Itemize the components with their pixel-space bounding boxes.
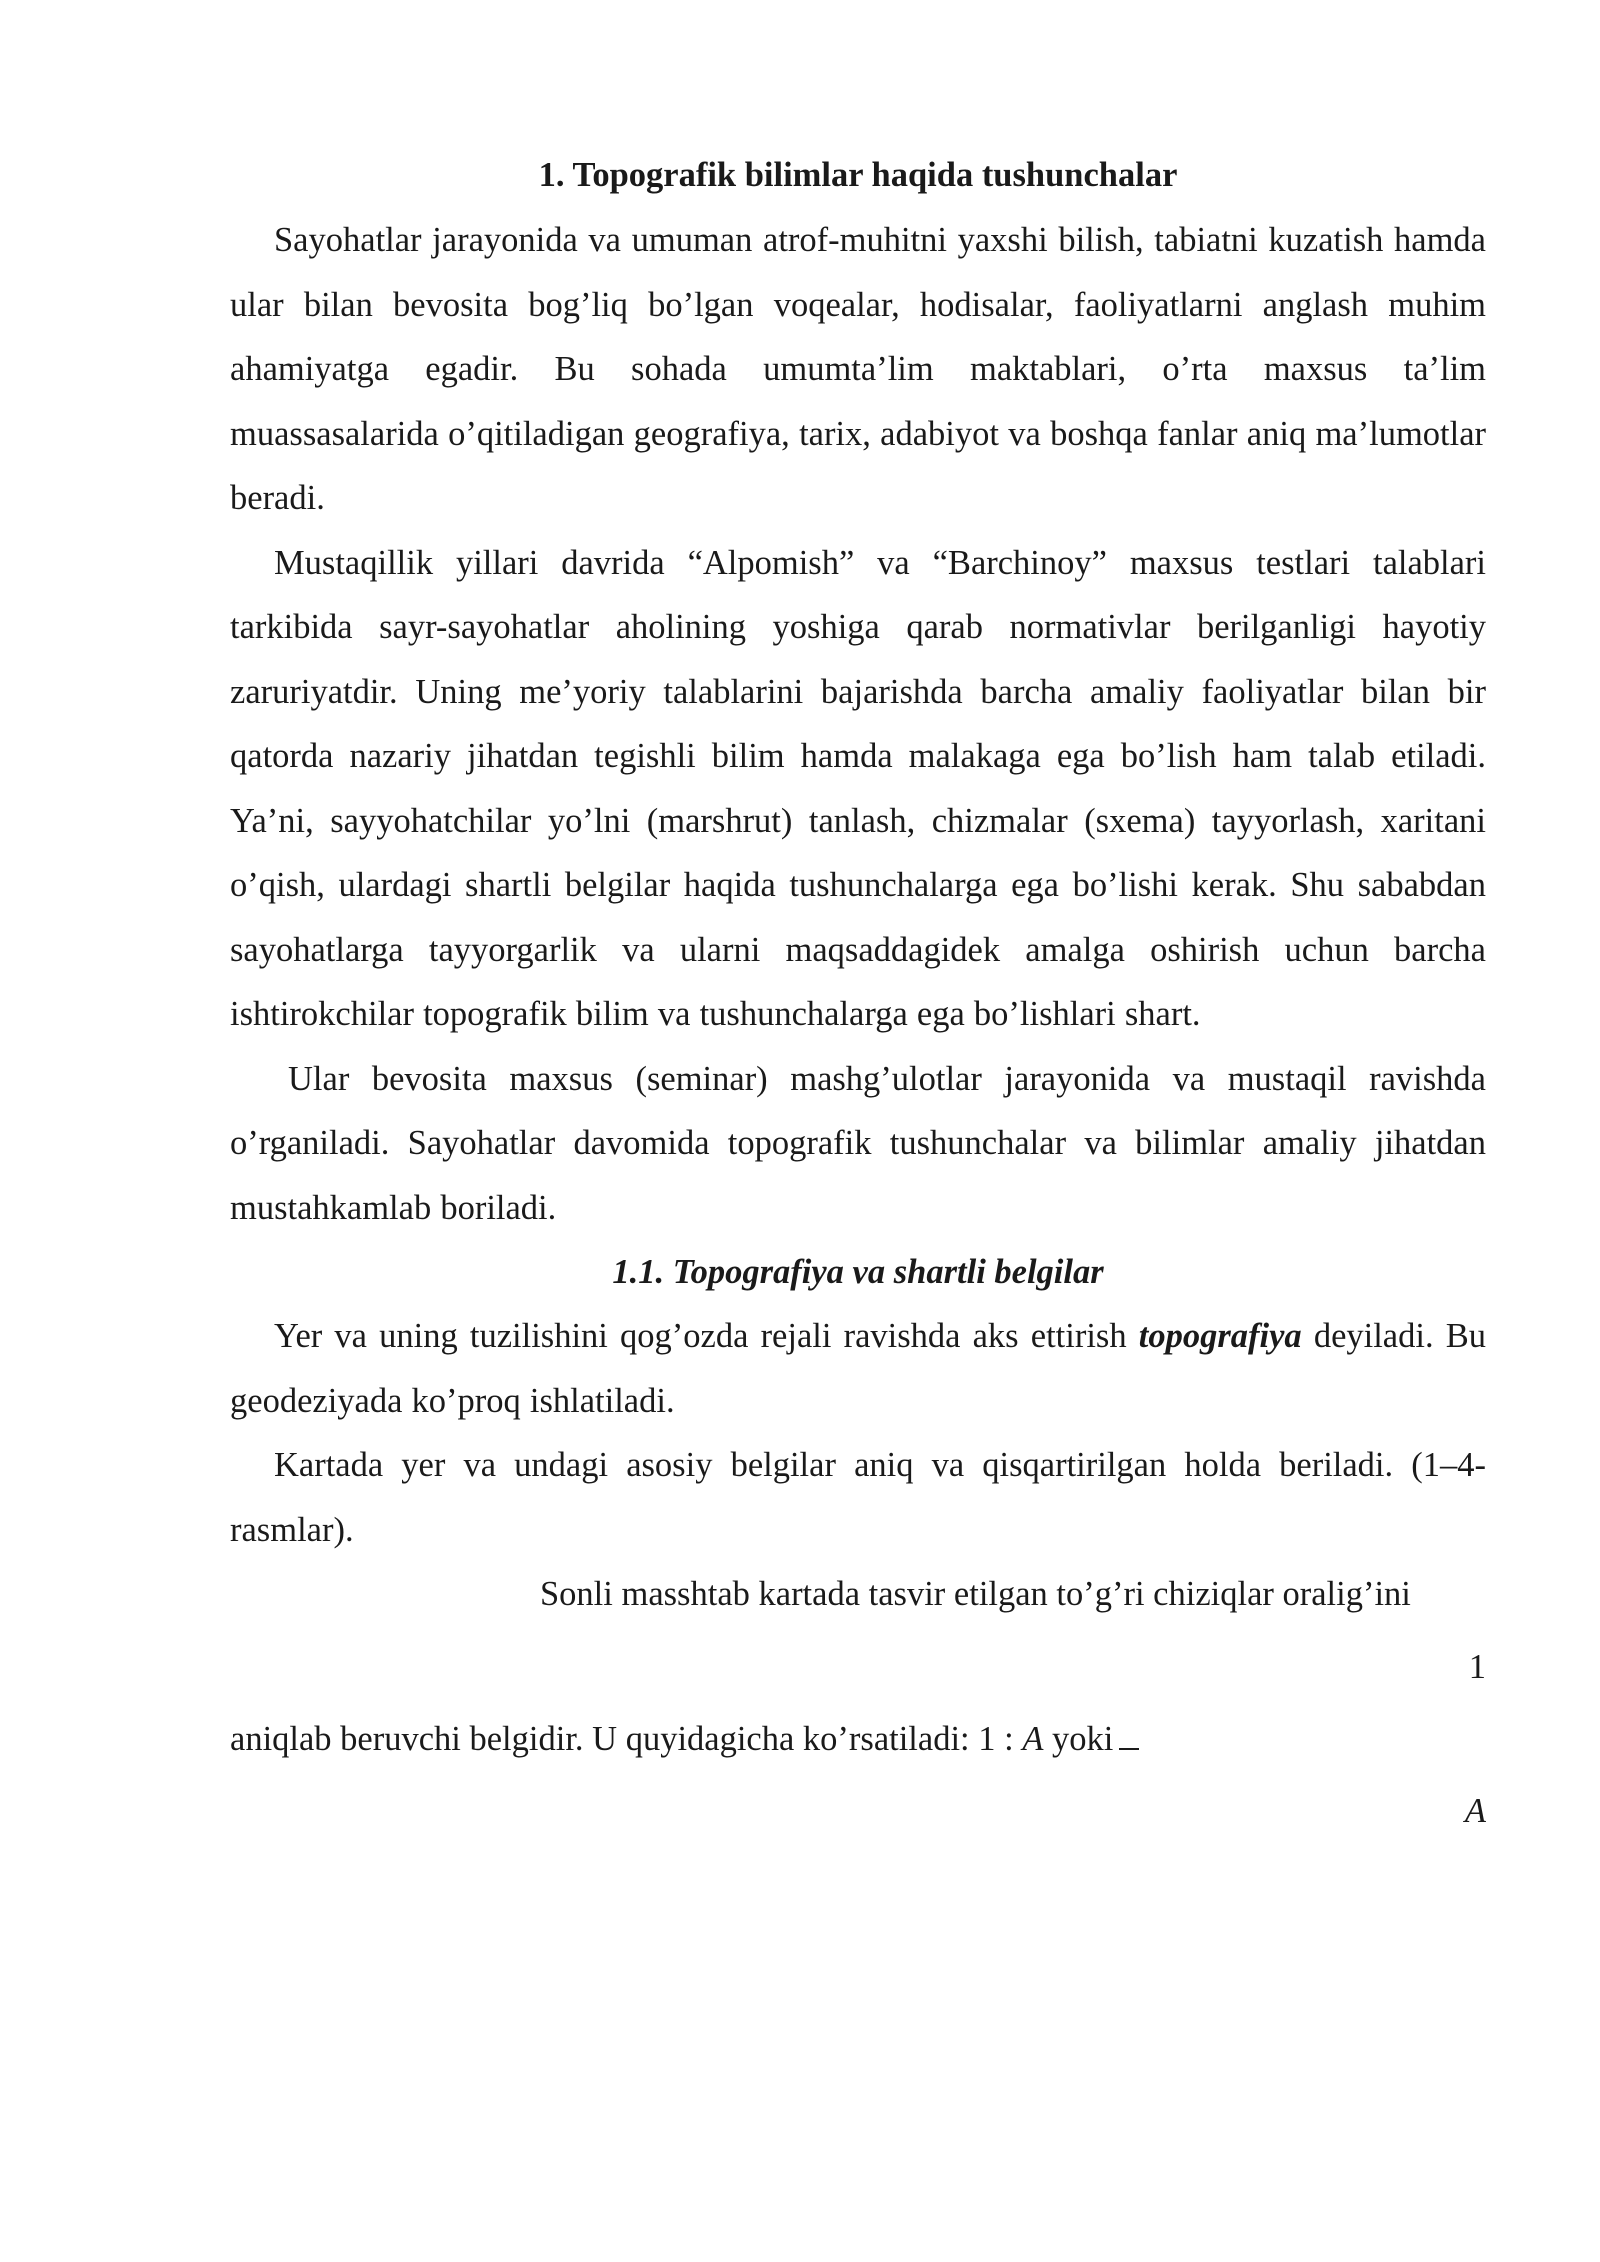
section-heading: 1. Topografik bilimlar haqida tushunchalar xyxy=(538,156,1178,194)
paragraph-topography-definition xyxy=(230,1304,1486,1433)
definition-text-before: Yer va uning tuzilishini qog’ozda rejali ravishda aks ettirish xyxy=(274,1317,1139,1355)
definition-text-after: deyiladi. Bu geodeziyada ko’proq ishlatiladi. xyxy=(230,1317,1486,1420)
document-page xyxy=(230,150,1486,1851)
scale-line-1: Sonli masshtab kartada tasvir etilgan to’g’ri chiziqlar oralig’ini xyxy=(540,1575,1411,1613)
fraction-numerator: 1 xyxy=(1468,1647,1486,1686)
subsection-heading: 1.1. Topografiya va shartli belgilar xyxy=(612,1253,1104,1291)
paragraph-map: Kartada yer va undagi asosiy belgilar aniq va qisqartirilgan holda beriladi. (1–4-rasmlar). xyxy=(230,1446,1486,1549)
paragraph-seminar: Ular bevosita maxsus (seminar) mashg’ulotlar jarayonida va mustaqil ravishda o’rganiladi. Sayohatlar davomida topografik tushunchalar va bilimlar amaliy jihatdan mustahkamlab boriladi. xyxy=(230,1059,1486,1227)
paragraph-independence: Mustaqillik yillari davrida “Alpomish” va “Barchinoy” maxsus testlari talablari tarkibida sayr-sayohatlar aholining yoshiga qarab normativlar berilganligi hayotiy zaruriyatdir. Uning me’yoriy talablarini bajarishda barcha amaliy faoliyatlar bilan bir qatorda nazariy jihatdan tegishli bilim hamda malakaga ega bo’lish ham talab etiladi. Ya’ni, sayyohatchilar yo’lni (marshrut) tanlash, chizmalar (sxema) tayyorlash, xaritani o’qish, ulardagi shartli belgilar haqida tushunchalarga ega bo’lishi kerak. Shu sababdan sayohatlarga tayyorgarlik va ularni maqsaddagidek amalga oshirish uchun barcha ishtirokchilar topografik bilim va tushunchalarga ega bo’lishlari shart. xyxy=(230,543,1486,1033)
fraction-bar xyxy=(1119,1738,1139,1750)
scale-variable: A xyxy=(1022,1719,1044,1758)
scale-line-2 xyxy=(230,1707,1486,1772)
fraction-denominator: A xyxy=(1464,1792,1486,1830)
scale-text-after: yoki xyxy=(1043,1719,1114,1758)
definition-term: topografiya xyxy=(1138,1317,1302,1355)
paragraph-intro: Sayohatlar jarayonida va umuman atrof-muhitni yaxshi bilish, tabiatni kuzatish hamda ular bilan bevosita bog’liq bo’lgan voqealar, hodisalar, faoliyatlarni anglash muhim ahamiyatga egadir. Bu sohada umumta’lim maktablari, o’rta maxsus ta’lim muassasalarida o’qitiladigan geografiya, tarix, adabiyot va boshqa fanlar aniq ma’lumotlar beradi. xyxy=(230,221,1486,517)
scale-text-before: aniqlab beruvchi belgidir. U quyidagicha ko’rsatiladi: 1 : xyxy=(230,1719,1023,1758)
